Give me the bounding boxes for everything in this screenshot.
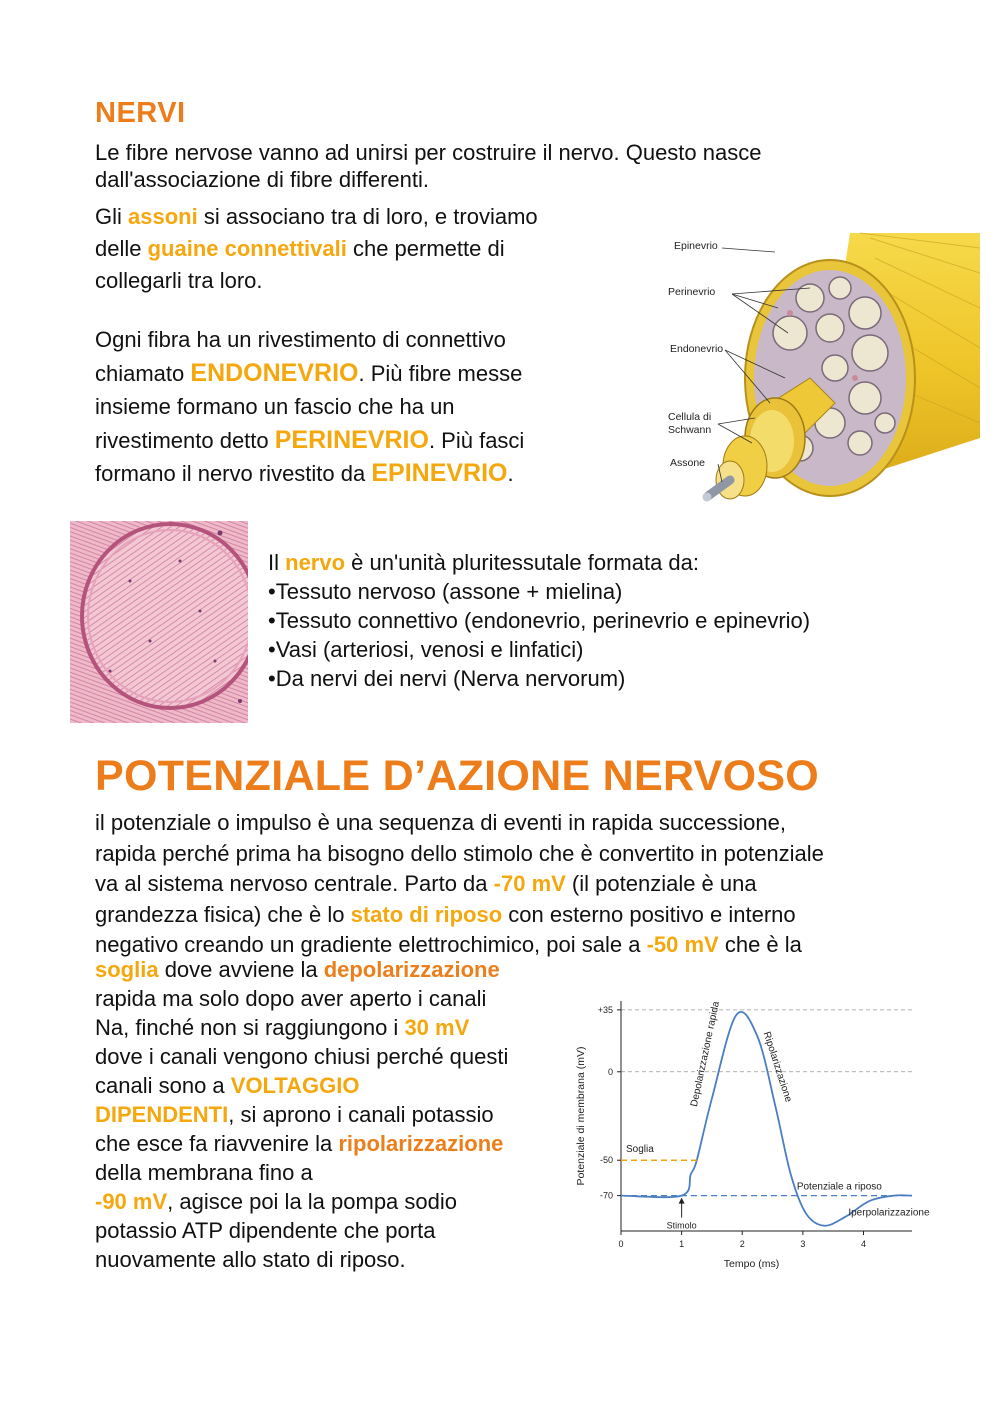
section-title-potenziale: POTENZIALE D’AZIONE NERVOSO [95,752,820,800]
action-potential-chart [570,995,950,1275]
text-line: rapida ma solo dopo aver aperto i canali [95,986,487,1011]
annotation-ripolarizzazione: Ripolarizzazione [760,1030,794,1104]
text-line: dove i canali vengono chiusi perché questi [95,1044,509,1069]
highlight-voltaggio: VOLTAGGIO [230,1073,360,1098]
highlight-guaine: guaine connettivali [147,236,347,261]
text-line: formano il nervo rivestito da EPINEVRIO. [95,459,514,487]
annotation-depolarizzazione: Depolarizzazione rapida [688,1000,722,1108]
label-cellula-di: Cellula di [668,411,712,423]
x-tick-label: 4 [860,1239,867,1249]
nerve-anatomy-illustration [660,228,980,506]
text-line: negativo creando un gradiente elettrochimico, poi sale a -50 mV che è la [95,932,802,957]
label-schwann: Schwann [668,424,712,436]
text-line: Na, finché non si raggiungono i 30 mV [95,1015,470,1040]
y-tick-label: +35 [597,1004,613,1015]
text-line: rivestimento detto PERINEVRIO. Più fasci [95,425,525,454]
x-tick-label: 2 [739,1239,745,1249]
text-line: Le fibre nervose vanno ad unirsi per costruire il nervo. Questo nasce [95,140,762,165]
section-title-nervi: NERVI [95,97,186,129]
highlight-assoni: assoni [128,204,198,229]
highlight-30mv: 30 mV [404,1015,470,1040]
text-line: rapida perché prima ha bisogno dello stimolo che è convertito in potenziale [95,840,824,866]
list-item: •Da nervi dei nervi (Nerva nervorum) [268,666,626,691]
text-line: che esce fa riavvenire la ripolarizzazione [95,1131,504,1156]
y-axis-label: Potenziale di membrana (mV) [575,1046,587,1186]
highlight-epinevrio: EPINEVRIO [371,459,508,487]
annotation-stimolo: Stimolo [666,1220,697,1231]
nerve-composition [268,548,810,693]
annotation-iperpolarizzazione: Iperpolarizzazione [848,1207,930,1219]
text-line: dall'associazione di fibre differenti. [95,167,429,192]
highlight-70mv: -70 mV [493,871,566,896]
label-epinevrio: Epinevrio [674,240,718,252]
highlight-nervo: nervo [285,550,346,575]
text-line: Gli assoni si associano tra di loro, e troviamo [95,204,538,229]
text-line: canali sono a VOLTAGGIO [95,1073,360,1098]
highlight-endonevrio: ENDONEVRIO [190,358,359,387]
text-line: della membrana fino a [95,1160,313,1185]
annotation-potenziale-riposo: Potenziale a riposo [796,1181,882,1193]
text-line: delle guaine connettivali che permette di [95,236,505,261]
text-line: grandezza fisica) che è lo stato di riposo con esterno positivo e interno [95,901,796,927]
y-tick-label: -50 [599,1155,613,1166]
highlight-90mv: -90 mV [95,1189,168,1214]
highlight-ripolarizzazione: ripolarizzazione [338,1131,504,1156]
text-line: va al sistema nervoso centrale. Parto da -70 mV (il potenziale è una [95,871,757,896]
nervi-intro [95,139,761,193]
list-item: •Tessuto connettivo (endonevrio, perinevrio e epinevrio) [268,608,811,633]
nerve-histology-image [70,521,248,723]
composition-list [268,577,810,693]
x-tick-label: 3 [800,1239,806,1249]
highlight-50mv: -50 mV [646,932,719,957]
highlight-stato-riposo: stato di riposo [350,901,503,927]
annotation-soglia: Soglia [626,1144,654,1156]
label-perinevrio: Perinevrio [668,286,716,298]
label-endonevrio: Endonevrio [670,343,724,355]
stimolo-arrow-head [679,1198,685,1204]
text-line: soglia dove avviene la depolarizzazione [95,957,500,982]
text-line: collegarli tra loro. [95,268,263,293]
text-line: Ogni fibra ha un rivestimento di connettivo [95,327,506,352]
y-tick-labels [598,1005,621,1201]
highlight-soglia: soglia [95,957,159,982]
highlight-depolarizzazione: depolarizzazione [323,957,500,982]
text-line: il potenziale o impulso è una sequenza di eventi in rapida successione, [95,810,786,835]
text-line: nuovamente allo stato di riposo. [95,1247,406,1272]
text-line: DIPENDENTI, si aprono i canali potassio [95,1102,494,1127]
text-line: insieme formano un fascio che ha un [95,394,455,419]
label-assone: Assone [670,457,706,469]
text-line: Il nervo è un'unità pluritessutale formata da: [268,550,700,575]
text-line: -90 mV, agisce poi la la pompa sodio [95,1189,458,1214]
highlight-perinevrio: PERINEVRIO [274,425,429,454]
list-item: •Vasi (arteriosi, venosi e linfatici) [268,637,584,662]
x-tick-labels [618,1231,866,1249]
potenziale-paragraph-cont [95,955,508,1274]
x-tick-label: 0 [618,1239,624,1249]
nervi-paragraph-2 [95,323,524,491]
potenziale-paragraph [95,808,824,961]
highlight-dipendenti: DIPENDENTI [95,1102,229,1127]
x-axis-label: Tempo (ms) [723,1258,780,1270]
text-line: potassio ATP dipendente che porta [95,1218,436,1243]
y-tick-label: -70 [599,1190,613,1201]
list-item: •Tessuto nervoso (assone + mielina) [268,579,623,604]
y-tick-label: 0 [607,1066,613,1077]
text-line: chiamato ENDONEVRIO. Più fibre messe [95,358,523,387]
nervi-paragraph-1 [95,201,538,297]
x-tick-label: 1 [679,1239,685,1249]
